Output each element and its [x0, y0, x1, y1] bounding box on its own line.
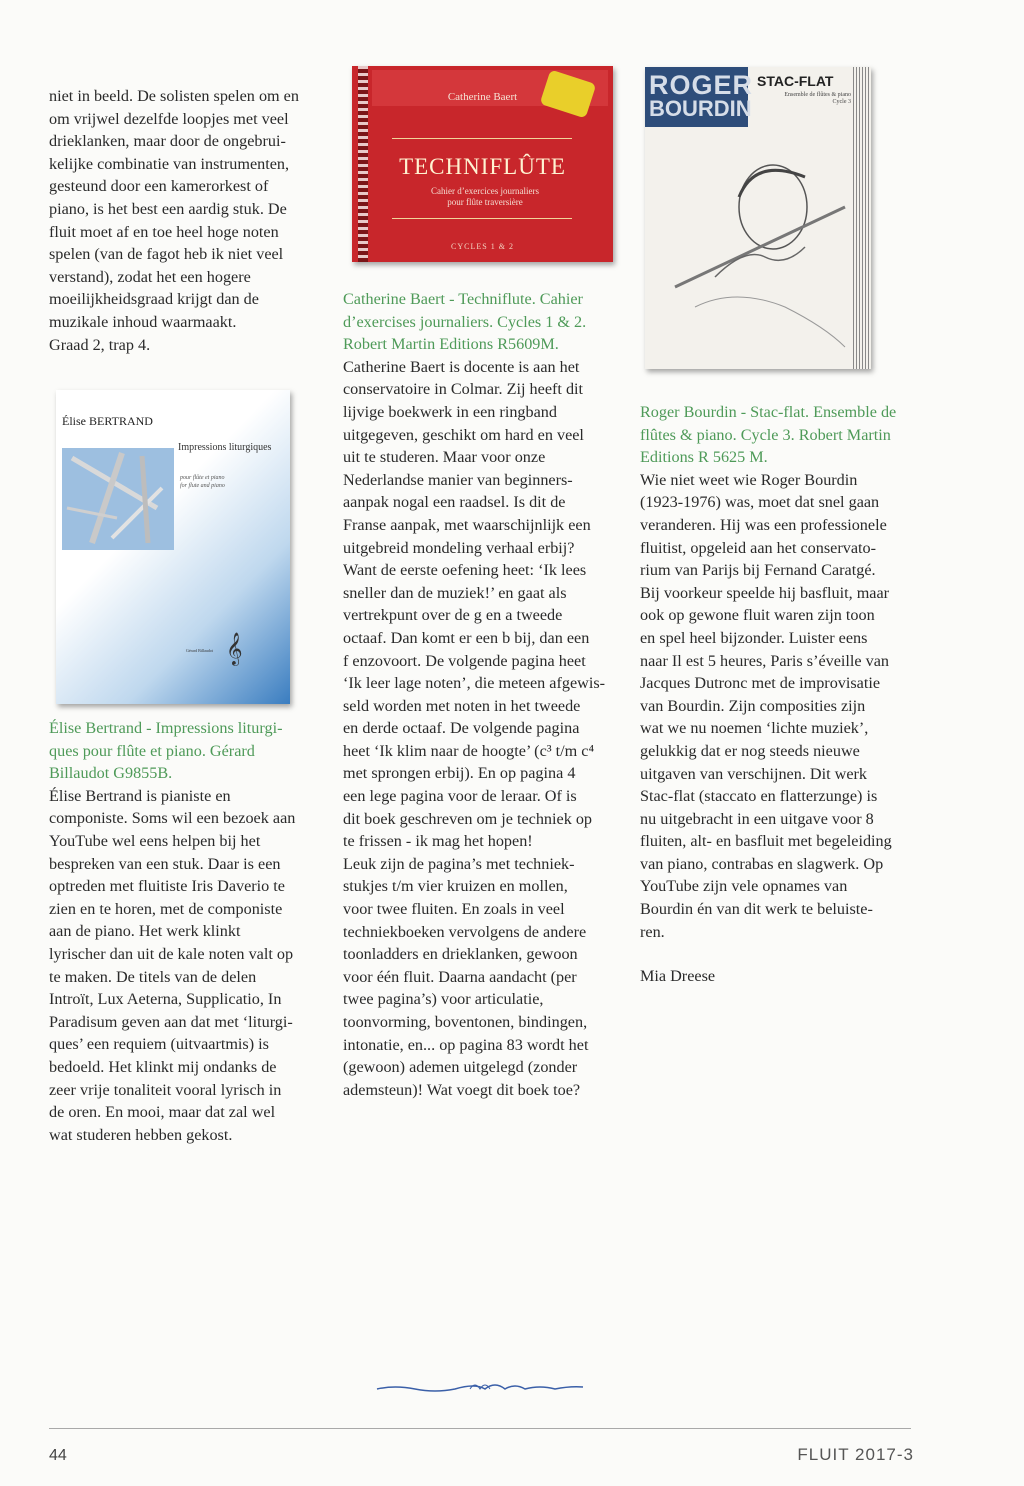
- text-line: aanpak nogal een raadsel. Is dit de: [343, 493, 566, 512]
- text-line: wat we nu noemen ‘lichte muziek’,: [640, 719, 869, 738]
- decorative-flourish-icon: [375, 1377, 585, 1397]
- text-line: toonladders en drieklanken, gewoon: [343, 945, 578, 964]
- column-3: [640, 401, 920, 988]
- text-line: Catherine Baert - Techniflute. Cahier: [343, 290, 583, 308]
- text-line: met sprongen erbij). En op pagina 4: [343, 764, 576, 783]
- text-line: van piano, contrabas en slagwerk. Op: [640, 854, 884, 873]
- author-signature: Mia Dreese: [640, 967, 716, 986]
- magazine-issue: FLUIT 2017-3: [797, 1445, 914, 1464]
- text-line: ren.: [640, 922, 665, 941]
- cover-sub-left: Cahier d’exercices journaliers: [431, 186, 539, 196]
- text-line: Introït, Lux Aeterna, Supplicatio, In: [49, 990, 282, 1009]
- flutist-drawing-icon: [655, 137, 851, 357]
- cover-author: Catherine Baert: [447, 91, 518, 103]
- text-line: stukjes t/m vier kruizen en mollen,: [343, 877, 568, 896]
- cover-name-block: [645, 67, 754, 127]
- text-line: en derde octaaf. De volgende pagina: [343, 719, 580, 738]
- text-line: wat studeren hebben gekost.: [49, 1125, 233, 1144]
- text-line: Roger Bourdin - Stac-flat. Ensemble de: [640, 403, 897, 421]
- text-line: (gewoon) ademen uitgelegd (zonder: [343, 1058, 578, 1077]
- text-line: Stac-flat (staccato en flatterzunge) is: [640, 787, 878, 806]
- text-line: flûtes & piano. Cycle 3. Robert Martin: [640, 425, 891, 444]
- review-body-stacflat: [640, 469, 920, 943]
- text-line: Editions R 5625 M.: [640, 448, 768, 467]
- text-line: octaaf. Dan komt er een b bij, dan een: [343, 628, 590, 647]
- cover-subtitle: [410, 186, 560, 208]
- cover-ornament-bottom: [392, 218, 572, 219]
- cover-cycles: CYCLES 1 & 2: [451, 242, 514, 251]
- text-line: spelen (van de fagot heb ik niet veel: [49, 245, 284, 264]
- cover-sub-right: pour flûte traversière: [447, 197, 523, 207]
- text-line: componiste. Soms wil een bezoek aan: [49, 809, 296, 828]
- cover-cycle: Cycle 3: [832, 99, 851, 105]
- text-line: de oren. En mooi, maar dat zal wel: [49, 1103, 276, 1122]
- text-line: Élise Bertrand - Impressions liturgi-: [49, 719, 283, 737]
- text-line: ademsteun)! Wat voegt dit boek toe?: [343, 1080, 581, 1099]
- text-line: ‘Ik leer lage noten’, die meteen afgewis-: [343, 674, 606, 693]
- text-line: YouTube wel eens helpen bij het: [49, 831, 261, 850]
- text-line: voor één fluit. Daarna aandacht (per: [343, 967, 577, 986]
- text-line: ook op gewone fluit waren zijn toon: [640, 606, 875, 625]
- column-2: [343, 288, 619, 1101]
- text-line: nu uitgebracht in een uitgave voor 8: [640, 809, 874, 828]
- text-line: piano, is het best een aardig stuk. De: [49, 199, 287, 218]
- text-line: sneller dan de muziek!’ en gaat als: [343, 583, 567, 602]
- text-line: Graad 2, trap 4.: [49, 335, 151, 354]
- text-line: techniekboeken vervolgens de andere: [343, 922, 587, 941]
- text-line: intonatie, en... op pagina 83 wordt het: [343, 1035, 589, 1054]
- text-line: drieklanken, maar door de ongebrui-: [49, 132, 286, 151]
- cover-author: Élise BERTRAND: [62, 414, 153, 428]
- text-line: Catherine Baert is docente is aan het: [343, 357, 580, 376]
- text-line: fluit moet af en toe heel hoge noten: [49, 222, 279, 241]
- text-line: niet in beeld. De solisten spelen om en: [49, 87, 299, 105]
- cover-title: TECHNIFLÛTE: [399, 154, 566, 179]
- text-line: kelijke combinatie van instrumenten,: [49, 154, 290, 173]
- text-line: ques’ een requiem (uitvaartmis) is: [49, 1035, 269, 1054]
- text-line: te maken. De titels van de delen: [49, 967, 257, 986]
- text-line: aan de piano. Het werk klinkt: [49, 922, 241, 941]
- text-line: (1923-1976) was, moet dat snel gaan: [640, 493, 880, 512]
- text-line: bedoeld. Het klinkt mij ondanks de: [49, 1057, 277, 1076]
- cover-sub-en: for flute and piano: [180, 483, 225, 489]
- cover-techniflute: [352, 66, 613, 262]
- text-line: van Bourdin. Zijn composities zijn: [640, 696, 866, 715]
- text-line: Want de eerste oefening heet: ‘Ik lees: [343, 561, 587, 580]
- text-line: uitgegeven, geschikt om hard en veel: [343, 425, 584, 444]
- cover-subtitle: [751, 92, 851, 106]
- page-number: 44: [49, 1447, 67, 1464]
- column-1-top: [49, 85, 325, 356]
- cover-title: STAC-FLAT: [757, 73, 834, 89]
- text-line: veranderen. Hij was een professionele: [640, 515, 887, 534]
- cover-name-2: BOURDIN: [649, 96, 752, 121]
- text-line: seld worden met noten in het tweede: [343, 696, 581, 715]
- text-line: Jacques Dutronc met de improvisatie: [640, 674, 881, 693]
- text-line: fluiten, alt- en basfluit met begeleiding: [640, 832, 892, 851]
- review-heading-stacflat: [640, 401, 920, 469]
- text-line: te frissen - ik mag het hopen!: [343, 832, 533, 851]
- cover-name-1: ROGER: [649, 70, 754, 100]
- cover-edge-stripes: [853, 67, 871, 369]
- text-line: f enzovoort. De volgende pagina heet: [343, 651, 586, 670]
- text-line: fluitist, opgeleid aan het conservato-: [640, 538, 876, 557]
- cover-publisher: Gérard Billaudot: [186, 648, 213, 653]
- text-line: Franse aanpak, met waarschijnlijk een: [343, 515, 591, 534]
- text-line: verstand), zodat het een hogere: [49, 267, 251, 286]
- text-line: dit boek geschreven om je techniek op: [343, 809, 593, 828]
- text-line: moeilijkheidsgraad krijgt dan de: [49, 290, 259, 309]
- text-line: lijvige boekwerk in een ringband: [343, 402, 557, 421]
- text-line: optreden met fluitiste Iris Daverio te: [49, 877, 285, 896]
- text-line: uitgaven van verschijnen. Dit werk: [640, 764, 868, 783]
- text-line: heet ‘Ik klim naar de hoogte’ (c³ t/m c⁴: [343, 741, 595, 760]
- cover-sub-text: Ensemble de flûtes & piano: [784, 92, 851, 98]
- cover-flute-photo: [62, 448, 174, 550]
- text-line: Bourdin én van dit werk te beluiste-: [640, 900, 873, 919]
- text-line: Robert Martin Editions R5609M.: [343, 335, 559, 354]
- text-line: gelukkig dat er nog steeds nieuwe: [640, 741, 860, 760]
- cover-subtitle: [180, 474, 225, 490]
- text-line: gesteund door een kamerorkest of: [49, 177, 269, 196]
- cover-sub-fr: pour flûte et piano: [180, 475, 225, 481]
- text-line: vertrekpunt over de g en a tweede: [343, 606, 563, 625]
- text-line: Élise Bertrand is pianiste en: [49, 786, 231, 805]
- cover-ornament-top: [392, 138, 572, 139]
- text-line: en spel heel bijzonder. Luister eens: [640, 628, 868, 647]
- text-line: een lege pagina voor de leraar. Of is: [343, 787, 577, 806]
- text-line: rium van Parijs bij Fernand Caratgé.: [640, 561, 876, 580]
- text-line: lyrischer dan uit de kale noten valt op: [49, 944, 294, 963]
- text-line: muzikale inhoud waarmaakt.: [49, 312, 237, 331]
- text-line: zien en te horen, met de componiste: [49, 899, 283, 918]
- text-line: voor twee fluiten. En zoals in veel: [343, 900, 565, 919]
- cover-bertrand: [56, 390, 290, 704]
- column-1-bottom: [49, 717, 325, 1146]
- review-body-bertrand: [49, 785, 325, 1147]
- text-line: toonvorming, boventonen, bindingen,: [343, 1013, 588, 1031]
- text-line: naar Il est 5 heures, Paris s’éveille van: [640, 651, 890, 670]
- text-line: Nederlandse manier van beginners-: [343, 470, 573, 489]
- text-line: Leuk zijn de pagina’s met techniek-: [343, 854, 575, 873]
- text-line: Billaudot G9855B.: [49, 764, 173, 783]
- text-line: Bij voorkeur speelde hij basfluit, maar: [640, 583, 890, 602]
- text-line: uitgebreid mondeling verhaal erbij?: [343, 538, 575, 557]
- text-line: conservatoire in Colmar. Zij heeft dit: [343, 380, 584, 399]
- publisher-logo-icon: 𝄞: [226, 634, 243, 665]
- text-line: zeer vrije tonaliteit vooral lyrisch in: [49, 1080, 282, 1099]
- review-heading-techniflute: [343, 288, 619, 356]
- text-line: Paradisum geven aan dat met ‘liturgi-: [49, 1012, 293, 1031]
- text-line: bespreken van een stuk. Daar is een: [49, 854, 281, 873]
- text-line: twee pagina’s) voor articulatie,: [343, 990, 544, 1009]
- text-line: uit te studeren. Maar voor onze: [343, 448, 546, 467]
- flute-photo-icon: [62, 448, 174, 550]
- cover-stacflat: [645, 67, 871, 369]
- text-line: ques pour flûte et piano. Gérard: [49, 741, 255, 760]
- cover-title: Impressions liturgiques: [178, 442, 272, 453]
- text-line: om vrijwel dezelfde loopjes met veel: [49, 109, 289, 128]
- text-line: YouTube zijn vele opnames van: [640, 877, 848, 896]
- review-body-techniflute: [343, 356, 619, 1102]
- text-line: Wie niet weet wie Roger Bourdin: [640, 470, 858, 489]
- footer-rule: [49, 1428, 911, 1429]
- text-line: d’exercises journaliers. Cycles 1 & 2.: [343, 312, 587, 331]
- review-heading-bertrand: [49, 717, 325, 785]
